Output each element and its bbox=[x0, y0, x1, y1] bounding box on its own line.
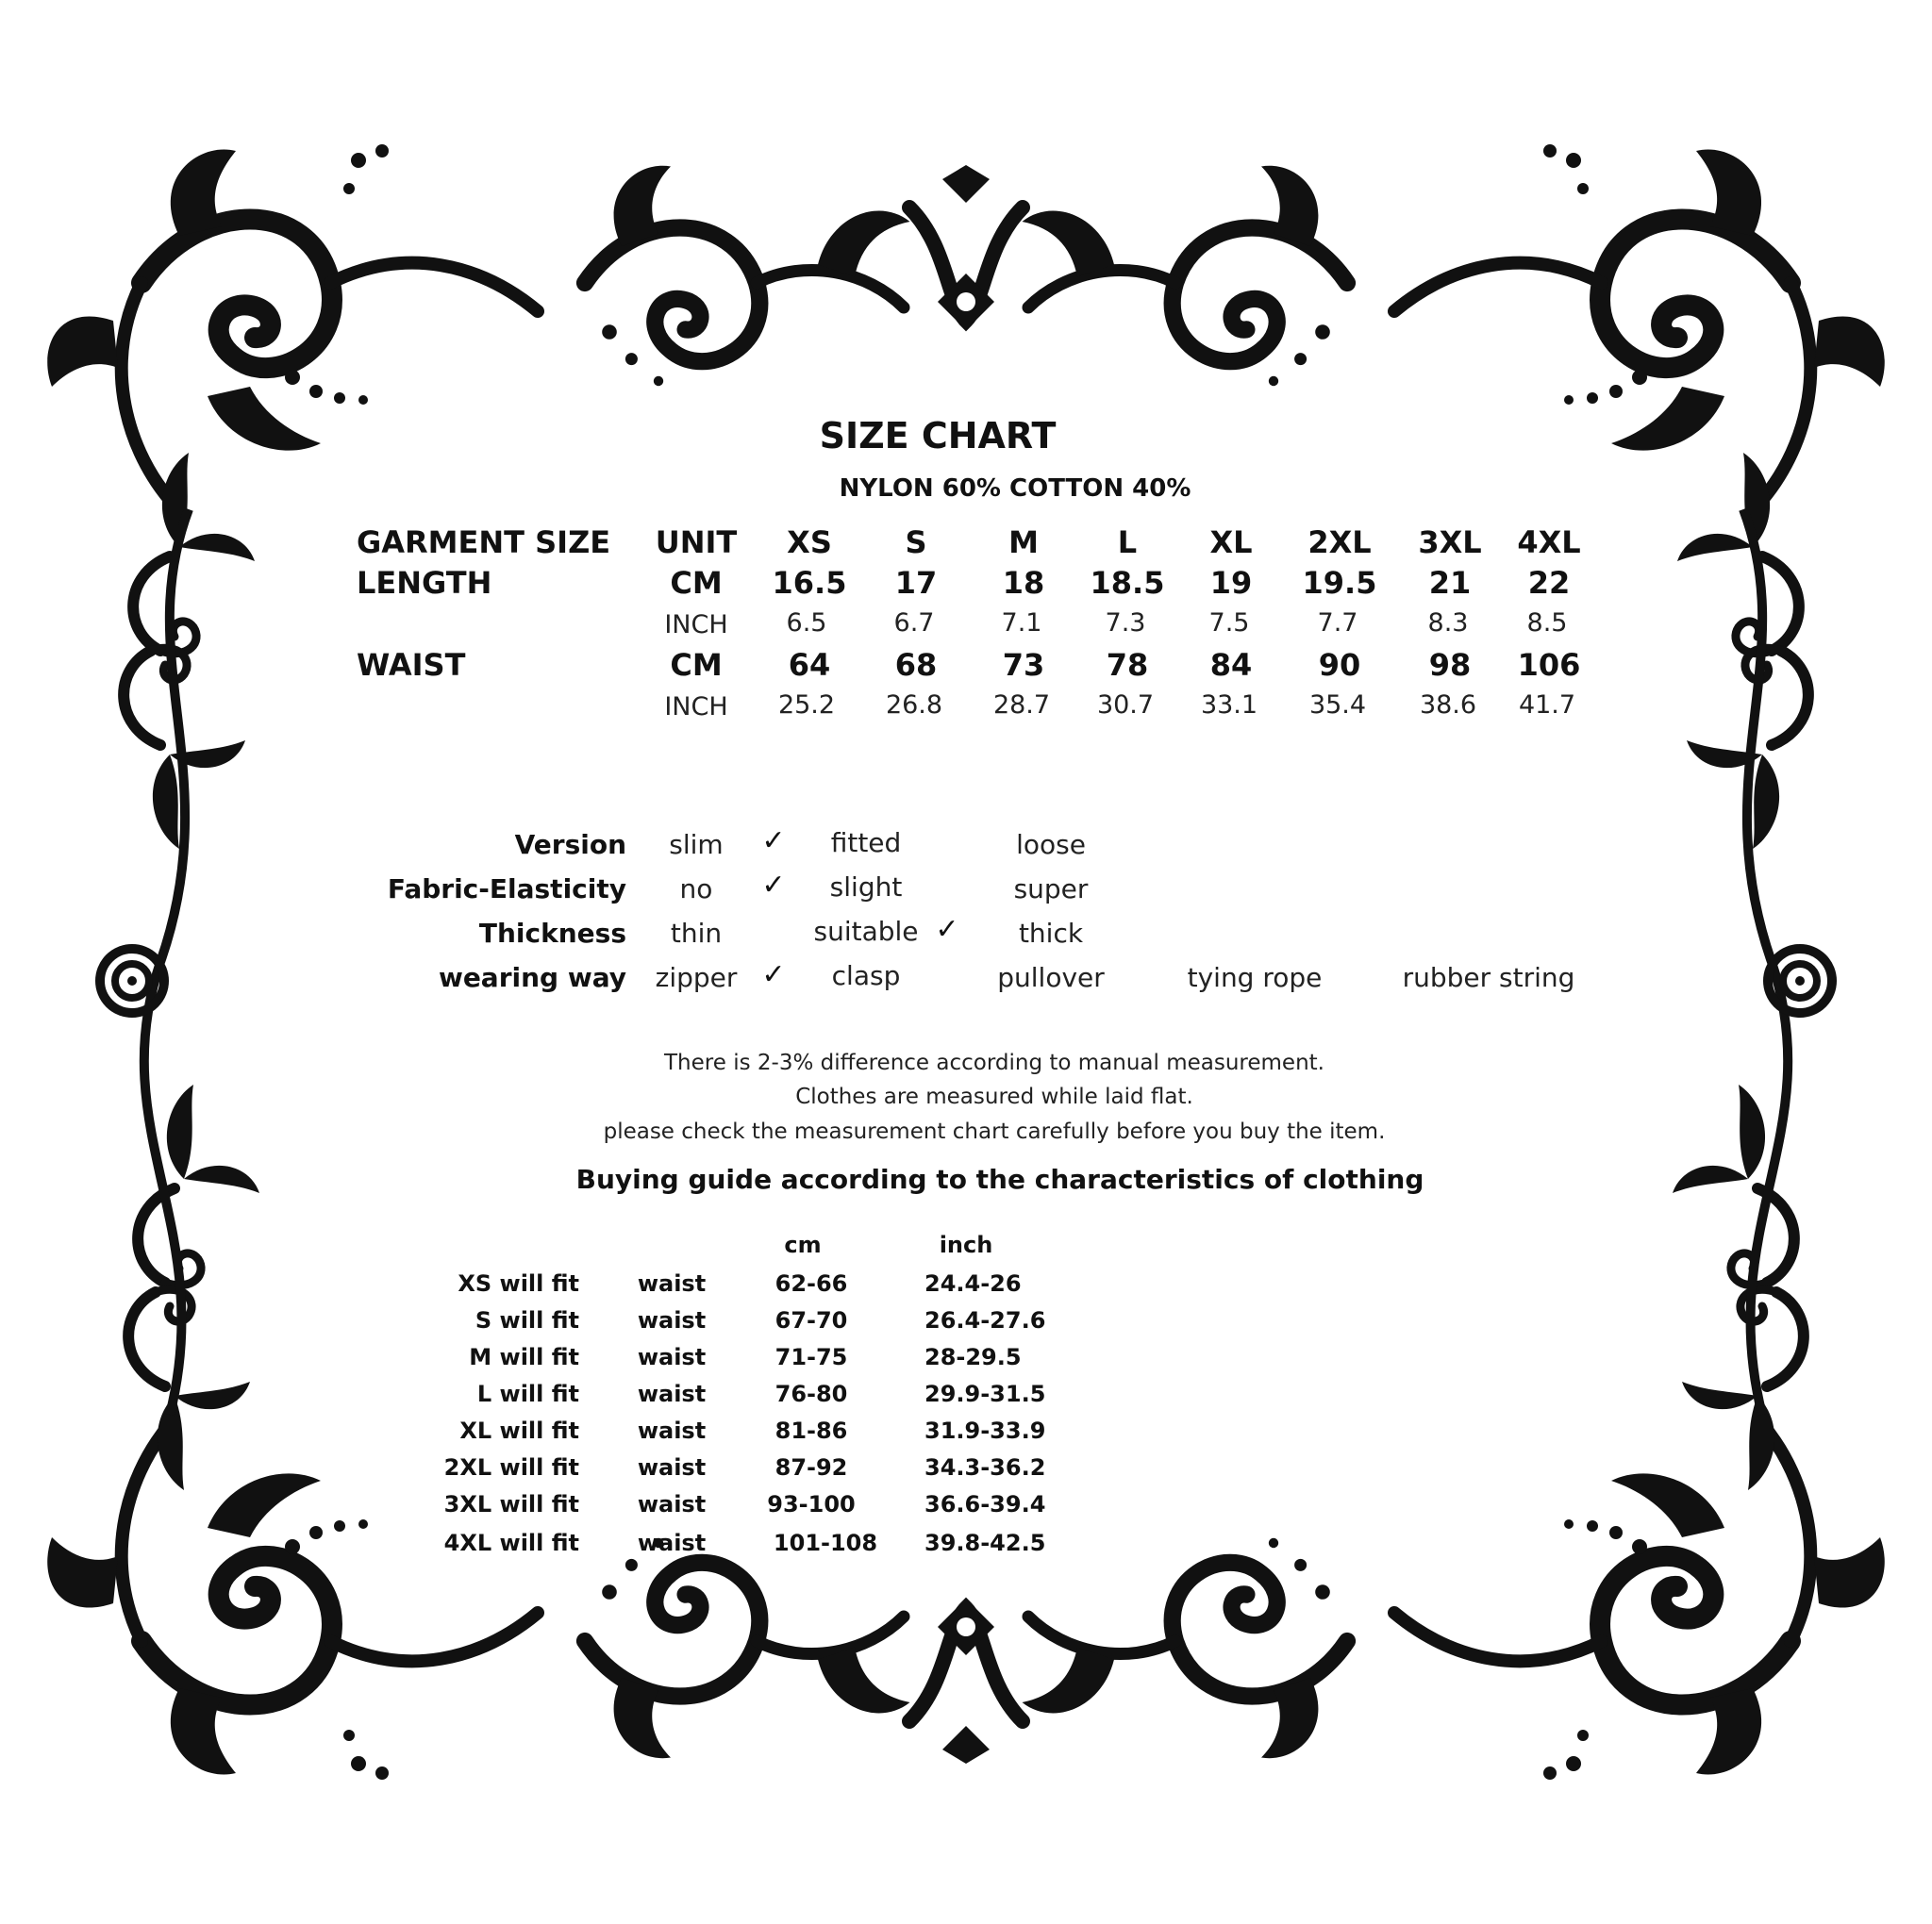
waist-inch-value: 38.6 bbox=[1419, 690, 1477, 720]
waist-inch-value: 28.7 bbox=[992, 690, 1051, 720]
size-header-xl: XL bbox=[1209, 524, 1253, 560]
guide-row-part: waist bbox=[637, 1530, 707, 1556]
waist-inch-value: 25.2 bbox=[777, 690, 836, 720]
size-header-s: S bbox=[905, 524, 927, 560]
waist-cm-unit: CM bbox=[670, 647, 723, 683]
thickness-option-thin: thin bbox=[670, 918, 723, 949]
guide-row-part: waist bbox=[637, 1307, 707, 1334]
waist-inch-unit: INCH bbox=[664, 692, 728, 722]
guide-row-fit: XL will fit bbox=[459, 1418, 579, 1444]
guide-row-inch: 34.3-36.2 bbox=[924, 1454, 1046, 1481]
buying-guide-title: Buying guide according to the characteristics of clothing bbox=[575, 1164, 1424, 1195]
guide-row-part: waist bbox=[637, 1418, 707, 1444]
elasticity-option-no: no bbox=[679, 873, 713, 904]
length-cm-value: 19.5 bbox=[1302, 565, 1377, 601]
guide-row-cm: 81-86 bbox=[774, 1418, 848, 1444]
length-inch-value: 7.3 bbox=[1105, 608, 1146, 638]
guide-row-inch: 28-29.5 bbox=[924, 1344, 1022, 1370]
note-laid-flat: Clothes are measured while laid flat. bbox=[795, 1085, 1193, 1109]
size-header-xs: XS bbox=[787, 524, 832, 560]
length-inch-value: 8.5 bbox=[1526, 608, 1568, 638]
guide-row-part: waist bbox=[637, 1491, 707, 1518]
guide-row-cm: 101-108 bbox=[773, 1530, 878, 1556]
waist-inch-value: 26.8 bbox=[885, 690, 943, 720]
length-cm-unit: CM bbox=[670, 565, 723, 601]
size-header-4xl: 4XL bbox=[1517, 524, 1581, 560]
waist-cm-value: 78 bbox=[1106, 647, 1149, 683]
thickness-option-suitable: suitable bbox=[813, 916, 919, 947]
waist-inch-value: 33.1 bbox=[1200, 690, 1258, 720]
guide-row-inch: 39.8-42.5 bbox=[924, 1530, 1046, 1556]
guide-row-inch: 26.4-27.6 bbox=[924, 1307, 1046, 1334]
guide-row-cm: 67-70 bbox=[774, 1307, 848, 1334]
length-inch-value: 8.3 bbox=[1427, 608, 1469, 638]
wearing-way-option-tying-rope: tying rope bbox=[1187, 962, 1323, 993]
waist-cm-value: 64 bbox=[788, 647, 831, 683]
guide-row-inch: 29.9-31.5 bbox=[924, 1381, 1046, 1407]
wearing-way-option-rubber-string: rubber string bbox=[1402, 962, 1575, 993]
version-check-mark: ✓ bbox=[761, 824, 786, 857]
waist-cm-value: 98 bbox=[1428, 647, 1472, 683]
length-cm-value: 22 bbox=[1527, 565, 1571, 601]
guide-row-cm: 71-75 bbox=[774, 1344, 848, 1370]
guide-row-part: waist bbox=[637, 1344, 707, 1370]
thickness-label: Thickness bbox=[478, 918, 626, 949]
guide-row-fit: 4XL will fit bbox=[443, 1530, 579, 1556]
guide-row-fit: 3XL will fit bbox=[443, 1491, 579, 1518]
elasticity-check-mark: ✓ bbox=[761, 869, 786, 902]
waist-inch-value: 30.7 bbox=[1096, 690, 1155, 720]
length-inch-value: 7.1 bbox=[1001, 608, 1042, 638]
material-composition: NYLON 60% COTTON 40% bbox=[839, 474, 1191, 503]
waist-inch-value: 41.7 bbox=[1518, 690, 1576, 720]
length-cm-value: 16.5 bbox=[772, 565, 847, 601]
guide-row-cm: 76-80 bbox=[774, 1381, 848, 1407]
guide-col-inch: inch bbox=[939, 1232, 993, 1258]
unit-header: UNIT bbox=[655, 524, 738, 560]
guide-row-fit: S will fit bbox=[475, 1307, 579, 1334]
elasticity-label: Fabric-Elasticity bbox=[387, 873, 626, 904]
size-header-3xl: 3XL bbox=[1418, 524, 1482, 560]
page-title: SIZE CHART bbox=[819, 415, 1057, 456]
guide-row-part: waist bbox=[637, 1381, 707, 1407]
length-cm-value: 19 bbox=[1209, 565, 1253, 601]
note-measurement-difference: There is 2-3% difference according to manual measurement. bbox=[664, 1051, 1324, 1075]
guide-row-inch: 31.9-33.9 bbox=[924, 1418, 1046, 1444]
size-header-l: L bbox=[1117, 524, 1138, 560]
length-cm-value: 18.5 bbox=[1090, 565, 1165, 601]
guide-row-inch: 36.6-39.4 bbox=[924, 1491, 1046, 1518]
note-check-chart: please check the measurement chart carefully before you buy the item. bbox=[603, 1120, 1386, 1144]
guide-row-cm: 93-100 bbox=[767, 1491, 856, 1518]
thickness-check-mark: ✓ bbox=[935, 913, 959, 946]
length-cm-value: 17 bbox=[894, 565, 938, 601]
length-cm-value: 18 bbox=[1002, 565, 1045, 601]
guide-row-fit: XS will fit bbox=[458, 1270, 579, 1297]
guide-row-fit: 2XL will fit bbox=[443, 1454, 579, 1481]
wearing-way-check-mark: ✓ bbox=[761, 958, 786, 991]
waist-cm-value: 90 bbox=[1318, 647, 1361, 683]
guide-col-cm: cm bbox=[784, 1232, 822, 1258]
waist-cm-value: 106 bbox=[1517, 647, 1581, 683]
size-header-2xl: 2XL bbox=[1307, 524, 1372, 560]
elasticity-option-super: super bbox=[1013, 873, 1089, 904]
size-header-m: M bbox=[1008, 524, 1039, 560]
version-option-slim: slim bbox=[669, 829, 724, 860]
waist-cm-value: 84 bbox=[1209, 647, 1253, 683]
length-label: LENGTH bbox=[357, 565, 492, 601]
version-option-fitted: fitted bbox=[830, 827, 902, 858]
waist-cm-value: 73 bbox=[1002, 647, 1045, 683]
waist-label: WAIST bbox=[357, 647, 466, 683]
guide-row-part: waist bbox=[637, 1270, 707, 1297]
guide-row-fit: L will fit bbox=[476, 1381, 579, 1407]
guide-row-part: waist bbox=[637, 1454, 707, 1481]
guide-row-cm: 87-92 bbox=[774, 1454, 848, 1481]
guide-row-cm: 62-66 bbox=[774, 1270, 848, 1297]
version-option-loose: loose bbox=[1016, 829, 1086, 860]
version-label: Version bbox=[514, 829, 626, 860]
length-inch-unit: INCH bbox=[664, 610, 728, 639]
length-inch-value: 6.5 bbox=[786, 608, 827, 638]
guide-row-inch: 24.4-26 bbox=[924, 1270, 1022, 1297]
waist-inch-value: 35.4 bbox=[1308, 690, 1367, 720]
waist-cm-value: 68 bbox=[894, 647, 938, 683]
length-inch-value: 7.7 bbox=[1317, 608, 1358, 638]
length-inch-value: 6.7 bbox=[893, 608, 935, 638]
wearing-way-option-zipper: zipper bbox=[655, 962, 738, 993]
length-inch-value: 7.5 bbox=[1208, 608, 1250, 638]
thickness-option-thick: thick bbox=[1018, 918, 1084, 949]
wearing-way-option-pullover: pullover bbox=[997, 962, 1105, 993]
wearing-way-label: wearing way bbox=[438, 962, 626, 993]
guide-row-fit: M will fit bbox=[469, 1344, 579, 1370]
wearing-way-option-clasp: clasp bbox=[831, 960, 901, 991]
garment-size-label: GARMENT SIZE bbox=[357, 524, 611, 560]
length-cm-value: 21 bbox=[1428, 565, 1472, 601]
elasticity-option-slight: slight bbox=[829, 871, 903, 903]
